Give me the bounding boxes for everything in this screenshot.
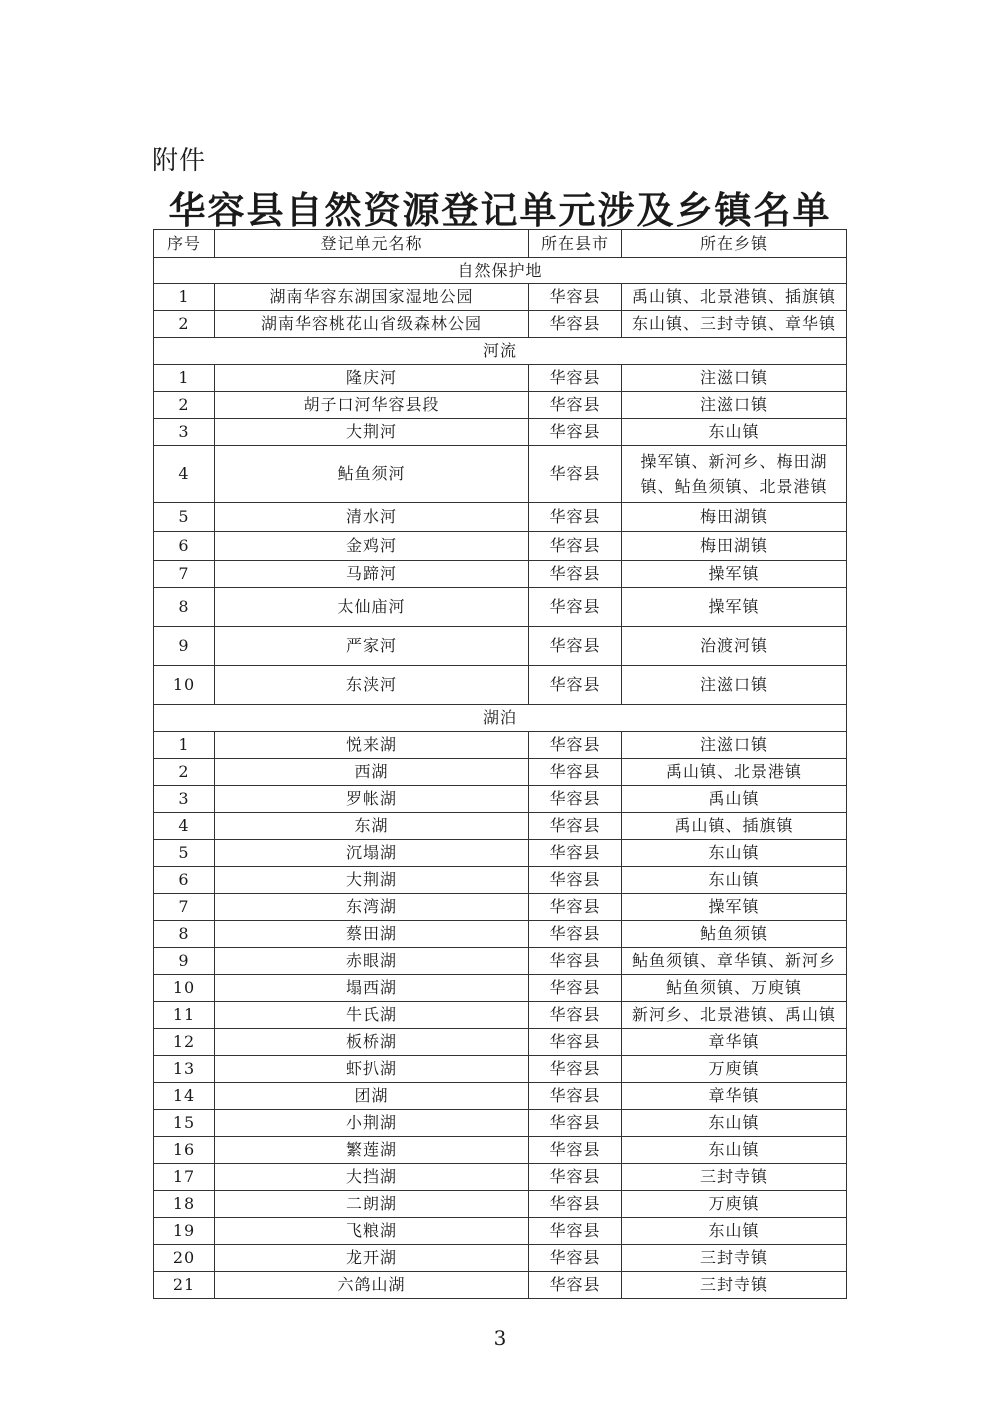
table-row <box>154 365 847 392</box>
table-row <box>154 1272 847 1299</box>
cell-unit-name: 隆庆河 <box>215 365 529 392</box>
cell-no: 4 <box>154 446 215 503</box>
table-row <box>154 786 847 813</box>
cell-no: 17 <box>154 1164 215 1191</box>
cell-towns: 鲇鱼须镇、章华镇、新河乡 <box>622 948 847 975</box>
cell-towns: 东山镇 <box>622 1110 847 1137</box>
table-row <box>154 867 847 894</box>
table-row <box>154 666 847 705</box>
cell-towns: 梅田湖镇 <box>622 503 847 532</box>
cell-towns: 东山镇 <box>622 1218 847 1245</box>
cell-unit-name: 清水河 <box>215 503 529 532</box>
cell-unit-name: 鲇鱼须河 <box>215 446 529 503</box>
cell-county: 华容县 <box>529 588 622 627</box>
cell-no: 1 <box>154 732 215 759</box>
cell-county: 华容县 <box>529 921 622 948</box>
cell-county: 华容县 <box>529 666 622 705</box>
cell-unit-name: 牛氏湖 <box>215 1002 529 1029</box>
page-title: 华容县自然资源登记单元涉及乡镇名单 <box>168 189 832 232</box>
table-row <box>154 1137 847 1164</box>
cell-county: 华容县 <box>529 1110 622 1137</box>
cell-county: 华容县 <box>529 1218 622 1245</box>
cell-towns: 操军镇、新河乡、梅田湖镇、鲇鱼须镇、北景港镇 <box>622 446 847 503</box>
cell-unit-name: 东湖 <box>215 813 529 840</box>
cell-towns: 注滋口镇 <box>622 732 847 759</box>
cell-county: 华容县 <box>529 813 622 840</box>
cell-no: 7 <box>154 894 215 921</box>
cell-county: 华容县 <box>529 1245 622 1272</box>
cell-towns: 操军镇 <box>622 588 847 627</box>
cell-county: 华容县 <box>529 1191 622 1218</box>
table-row <box>154 732 847 759</box>
cell-unit-name: 六鸽山湖 <box>215 1272 529 1299</box>
table-row <box>154 1110 847 1137</box>
cell-no: 2 <box>154 392 215 419</box>
cell-towns: 梅田湖镇 <box>622 532 847 561</box>
cell-county: 华容县 <box>529 503 622 532</box>
section-row <box>154 258 847 284</box>
cell-unit-name: 二朗湖 <box>215 1191 529 1218</box>
cell-towns: 禹山镇、北景港镇 <box>622 759 847 786</box>
header-towns: 所在乡镇 <box>622 230 847 258</box>
cell-towns: 东山镇 <box>622 419 847 446</box>
cell-no: 3 <box>154 419 215 446</box>
cell-towns: 三封寺镇 <box>622 1164 847 1191</box>
cell-towns: 鲇鱼须镇 <box>622 921 847 948</box>
cell-county: 华容县 <box>529 1029 622 1056</box>
attachment-label: 附件 <box>152 146 207 176</box>
table-row <box>154 561 847 588</box>
cell-no: 9 <box>154 948 215 975</box>
table-row <box>154 1191 847 1218</box>
table-row <box>154 446 847 503</box>
cell-county: 华容县 <box>529 786 622 813</box>
cell-no: 2 <box>154 311 215 338</box>
cell-county: 华容县 <box>529 1272 622 1299</box>
cell-unit-name: 马蹄河 <box>215 561 529 588</box>
cell-no: 3 <box>154 786 215 813</box>
cell-county: 华容县 <box>529 1083 622 1110</box>
table-row <box>154 894 847 921</box>
cell-county: 华容县 <box>529 1002 622 1029</box>
table-row <box>154 813 847 840</box>
registration-table <box>153 229 847 1299</box>
cell-towns: 万庾镇 <box>622 1191 847 1218</box>
cell-no: 6 <box>154 867 215 894</box>
cell-no: 8 <box>154 921 215 948</box>
cell-unit-name: 小荆湖 <box>215 1110 529 1137</box>
table-row <box>154 1245 847 1272</box>
cell-no: 8 <box>154 588 215 627</box>
cell-towns: 注滋口镇 <box>622 666 847 705</box>
table-row <box>154 627 847 666</box>
cell-towns: 东山镇 <box>622 840 847 867</box>
cell-unit-name: 飞粮湖 <box>215 1218 529 1245</box>
cell-towns: 操军镇 <box>622 561 847 588</box>
table-row <box>154 1002 847 1029</box>
table-row <box>154 975 847 1002</box>
cell-towns: 操军镇 <box>622 894 847 921</box>
cell-no: 9 <box>154 627 215 666</box>
cell-no: 7 <box>154 561 215 588</box>
cell-unit-name: 团湖 <box>215 1083 529 1110</box>
table-row <box>154 311 847 338</box>
table-row <box>154 921 847 948</box>
cell-towns: 新河乡、北景港镇、禹山镇 <box>622 1002 847 1029</box>
cell-no: 11 <box>154 1002 215 1029</box>
cell-no: 10 <box>154 975 215 1002</box>
table-row <box>154 532 847 561</box>
cell-unit-name: 虾扒湖 <box>215 1056 529 1083</box>
cell-towns: 禹山镇、北景港镇、插旗镇 <box>622 284 847 311</box>
cell-towns: 治渡河镇 <box>622 627 847 666</box>
cell-unit-name: 东湾湖 <box>215 894 529 921</box>
cell-no: 1 <box>154 284 215 311</box>
cell-no: 1 <box>154 365 215 392</box>
cell-county: 华容县 <box>529 975 622 1002</box>
cell-unit-name: 大荆湖 <box>215 867 529 894</box>
cell-unit-name: 塌西湖 <box>215 975 529 1002</box>
cell-county: 华容县 <box>529 392 622 419</box>
cell-no: 2 <box>154 759 215 786</box>
cell-unit-name: 太仙庙河 <box>215 588 529 627</box>
cell-unit-name: 西湖 <box>215 759 529 786</box>
table-row <box>154 392 847 419</box>
table-body <box>154 258 847 1299</box>
cell-no: 13 <box>154 1056 215 1083</box>
cell-no: 20 <box>154 1245 215 1272</box>
cell-county: 华容县 <box>529 419 622 446</box>
cell-county: 华容县 <box>529 311 622 338</box>
cell-no: 5 <box>154 503 215 532</box>
cell-towns: 东山镇 <box>622 867 847 894</box>
table-header-row <box>154 230 847 258</box>
section-title: 河流 <box>154 338 847 365</box>
table-row <box>154 1029 847 1056</box>
cell-towns: 章华镇 <box>622 1029 847 1056</box>
cell-unit-name: 大挡湖 <box>215 1164 529 1191</box>
cell-unit-name: 沉塌湖 <box>215 840 529 867</box>
cell-county: 华容县 <box>529 1056 622 1083</box>
cell-towns: 三封寺镇 <box>622 1245 847 1272</box>
cell-towns: 三封寺镇 <box>622 1272 847 1299</box>
section-row <box>154 338 847 365</box>
cell-county: 华容县 <box>529 732 622 759</box>
table-row <box>154 1056 847 1083</box>
cell-county: 华容县 <box>529 867 622 894</box>
cell-no: 15 <box>154 1110 215 1137</box>
table-row <box>154 1164 847 1191</box>
cell-county: 华容县 <box>529 561 622 588</box>
cell-unit-name: 板桥湖 <box>215 1029 529 1056</box>
table-row <box>154 840 847 867</box>
cell-towns: 鲇鱼须镇、万庾镇 <box>622 975 847 1002</box>
cell-county: 华容县 <box>529 532 622 561</box>
cell-unit-name: 繁莲湖 <box>215 1137 529 1164</box>
cell-no: 10 <box>154 666 215 705</box>
cell-towns: 禹山镇 <box>622 786 847 813</box>
cell-county: 华容县 <box>529 365 622 392</box>
cell-unit-name: 金鸡河 <box>215 532 529 561</box>
cell-no: 21 <box>154 1272 215 1299</box>
table-row <box>154 419 847 446</box>
cell-county: 华容县 <box>529 627 622 666</box>
table-row <box>154 948 847 975</box>
cell-towns: 万庾镇 <box>622 1056 847 1083</box>
cell-unit-name: 蔡田湖 <box>215 921 529 948</box>
table-row <box>154 284 847 311</box>
section-row <box>154 705 847 732</box>
cell-unit-name: 悦来湖 <box>215 732 529 759</box>
page-number: 3 <box>493 1326 507 1350</box>
cell-unit-name: 湖南华容桃花山省级森林公园 <box>215 311 529 338</box>
cell-towns: 禹山镇、插旗镇 <box>622 813 847 840</box>
cell-unit-name: 龙开湖 <box>215 1245 529 1272</box>
cell-towns: 章华镇 <box>622 1083 847 1110</box>
cell-county: 华容县 <box>529 894 622 921</box>
cell-towns: 东山镇、三封寺镇、章华镇 <box>622 311 847 338</box>
section-title: 自然保护地 <box>154 258 847 284</box>
cell-unit-name: 胡子口河华容县段 <box>215 392 529 419</box>
cell-unit-name: 赤眼湖 <box>215 948 529 975</box>
cell-towns: 东山镇 <box>622 1137 847 1164</box>
table-row <box>154 759 847 786</box>
table-row <box>154 588 847 627</box>
cell-towns: 注滋口镇 <box>622 365 847 392</box>
table-row <box>154 1218 847 1245</box>
cell-towns: 注滋口镇 <box>622 392 847 419</box>
cell-county: 华容县 <box>529 284 622 311</box>
header-county: 所在县市 <box>529 230 622 258</box>
cell-no: 14 <box>154 1083 215 1110</box>
cell-unit-name: 大荆河 <box>215 419 529 446</box>
cell-unit-name: 严家河 <box>215 627 529 666</box>
table-row <box>154 1083 847 1110</box>
cell-no: 19 <box>154 1218 215 1245</box>
cell-no: 5 <box>154 840 215 867</box>
cell-county: 华容县 <box>529 1137 622 1164</box>
cell-county: 华容县 <box>529 948 622 975</box>
cell-unit-name: 湖南华容东湖国家湿地公园 <box>215 284 529 311</box>
cell-county: 华容县 <box>529 446 622 503</box>
table-row <box>154 503 847 532</box>
cell-no: 12 <box>154 1029 215 1056</box>
cell-county: 华容县 <box>529 759 622 786</box>
header-unit-name: 登记单元名称 <box>215 230 529 258</box>
section-title: 湖泊 <box>154 705 847 732</box>
cell-unit-name: 东浃河 <box>215 666 529 705</box>
cell-no: 4 <box>154 813 215 840</box>
cell-county: 华容县 <box>529 840 622 867</box>
cell-no: 16 <box>154 1137 215 1164</box>
cell-county: 华容县 <box>529 1164 622 1191</box>
cell-no: 6 <box>154 532 215 561</box>
cell-no: 18 <box>154 1191 215 1218</box>
cell-unit-name: 罗帐湖 <box>215 786 529 813</box>
header-no: 序号 <box>154 230 215 258</box>
